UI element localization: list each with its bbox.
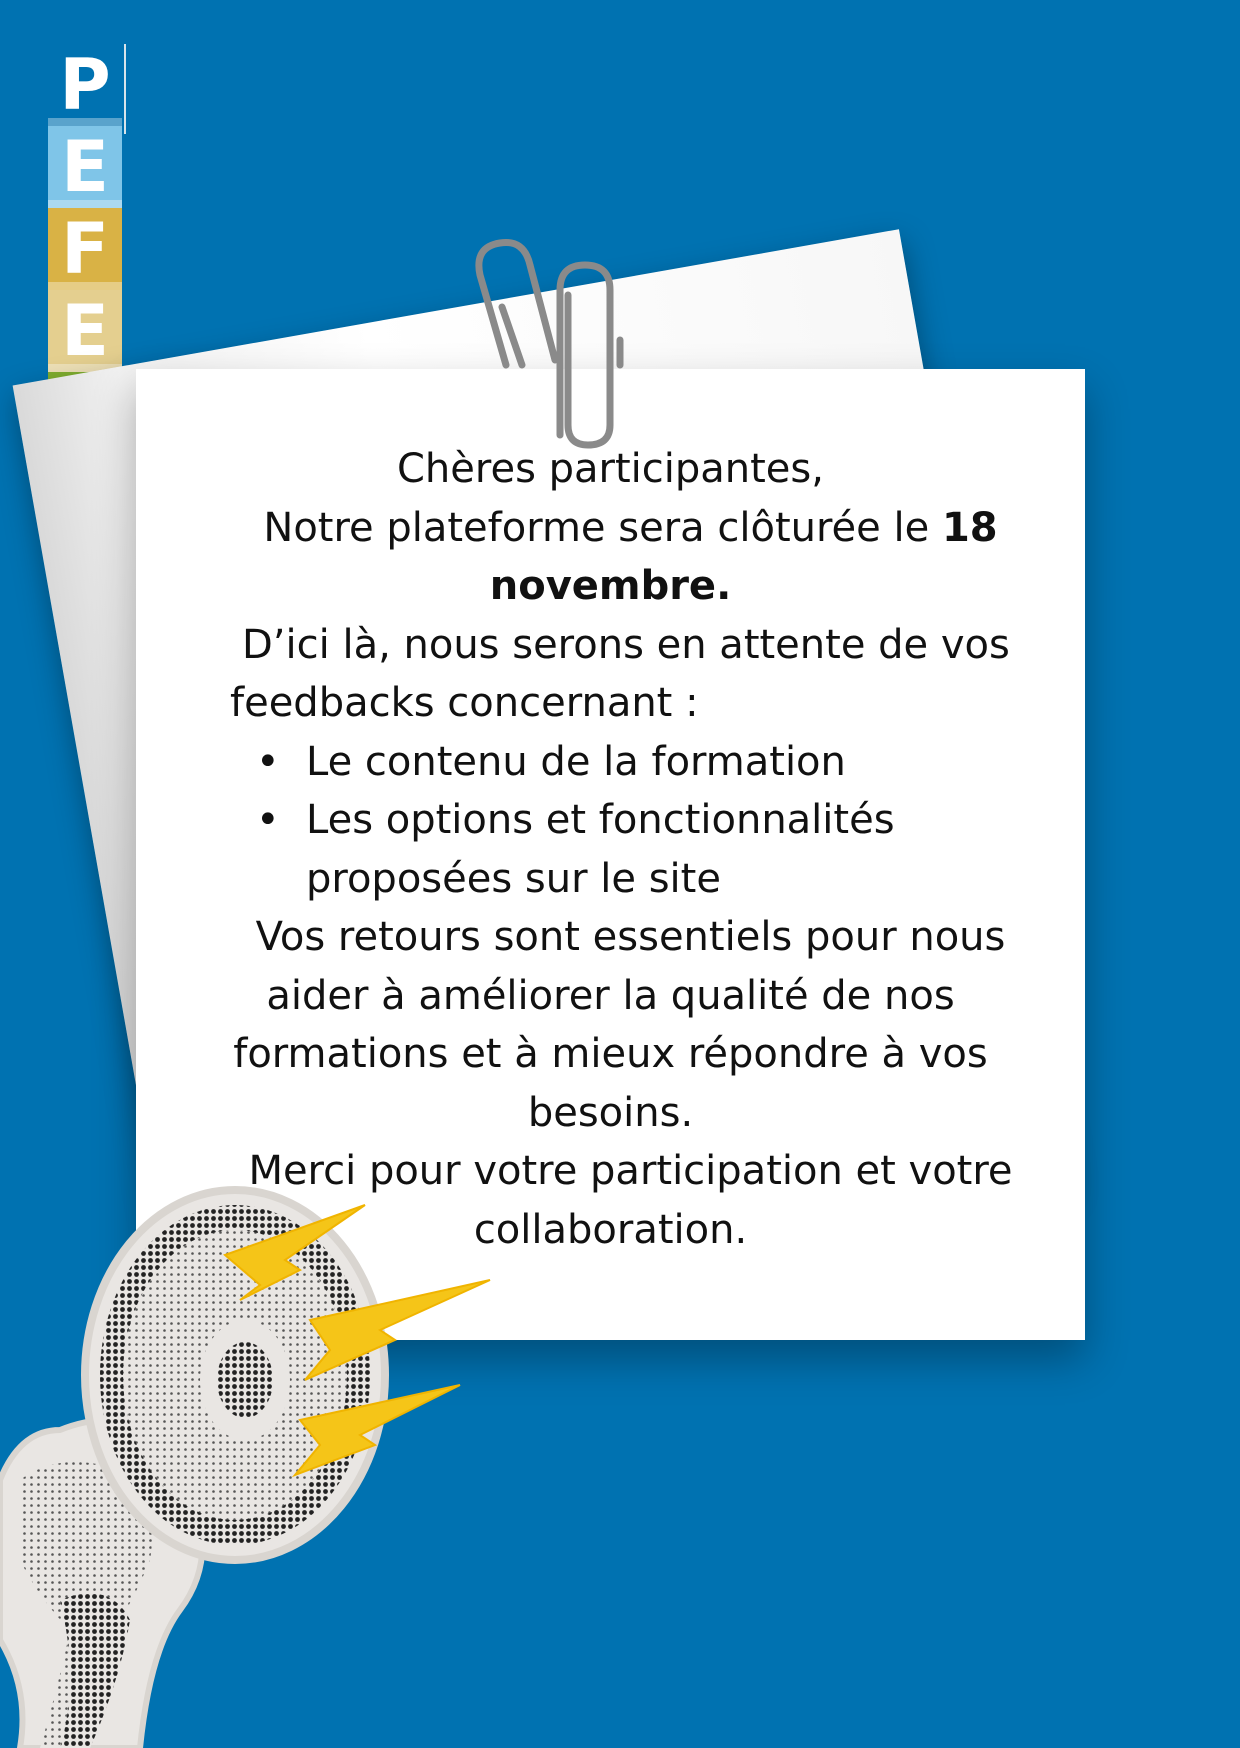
logo-letter-e: E [48, 126, 122, 208]
feedback-importance-line2: aider à améliorer la qualité de nos [266, 972, 955, 1019]
logo-letter-e2: E [48, 290, 122, 372]
closing-date-day: 18 [941, 504, 998, 551]
closing-date-month: novembre. [489, 563, 732, 609]
megaphone-illustration [0, 1180, 500, 1748]
bullet-icon: • [256, 738, 280, 785]
list-item-continuation: proposées sur le site [306, 855, 721, 902]
logo-divider [124, 44, 126, 134]
closing-date-text: Notre plateforme sera clôturée le [263, 504, 942, 551]
feedback-importance-line1: Vos retours sont essentiels pour nous [255, 914, 1006, 960]
closing-date-month-line [136, 557, 1085, 616]
greeting: Chères participantes, [397, 446, 824, 492]
announcement-text [136, 440, 1085, 1259]
list-item [136, 791, 1085, 908]
list-item-text: Les options et fonctionnalités [306, 797, 895, 843]
closing-date-line [136, 499, 1085, 558]
bullet-icon: • [256, 797, 280, 843]
feedback-intro-line1: D’ici là, nous serons en attente de vos [242, 621, 1010, 668]
logo-letter-p: P [48, 44, 122, 126]
thanks-line2: collaboration. [473, 1206, 748, 1253]
feedback-importance-line4: besoins. [527, 1089, 694, 1136]
thanks-line1: Merci pour votre participation et votre [248, 1148, 1013, 1194]
logo-letter-f: F [48, 208, 122, 290]
feedback-list [136, 733, 1085, 909]
feedback-importance-line3: formations et à mieux répondre à vos [233, 1031, 988, 1077]
list-item [136, 733, 1085, 792]
list-item-text: Le contenu de la formation [306, 738, 846, 785]
feedback-intro-line2: feedbacks concernant : [230, 680, 699, 726]
paperclip-icon [470, 235, 650, 455]
